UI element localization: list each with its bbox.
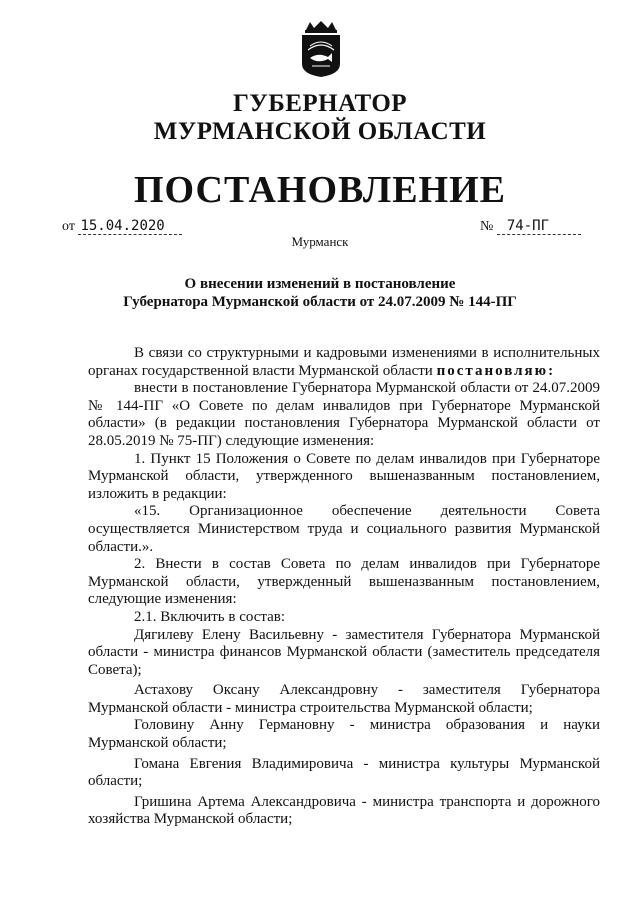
paragraph-item-1: 1. Пункт 15 Положения о Совете по делам инвалидов при Губернаторе Мурманской области, утвержденного вышеназванным постановлением, изложить в редакции: (88, 450, 600, 502)
document-body (88, 345, 600, 829)
paragraph-member-grishin: Гришина Артема Александровича - министра транспорта и дорожного хозяйства Мурманской области; (88, 793, 600, 828)
document-type-title: ПОСТАНОВЛЕНИЕ (133, 169, 507, 211)
header-governor: ГУБЕРНАТОР (232, 90, 408, 117)
paragraph-member-golovina: Головину Анну Германовну - министра образования и науки Мурманской области; (88, 717, 600, 752)
document-city: Мурманск (291, 234, 349, 249)
document-number-row (480, 218, 581, 235)
paragraph-member-goman: Гомана Евгения Владимировича - министра культуры Мурманской области; (88, 755, 600, 790)
paragraph-member-dyagileva: Дягилеву Елену Васильевну - заместителя Губернатора Мурманской области - министра финансов Мурманской области (заместитель председателя Совета); (88, 626, 600, 678)
subject-line-2: Губернатора Мурманской области от 24.07.2009 № 144-ПГ (123, 294, 517, 310)
document-date-row (62, 218, 182, 235)
header-region: МУРМАНСКОЙ ОБЛАСТИ (153, 118, 487, 145)
paragraph-item-15: «15. Организационное обеспечение деятельности Совета осуществляется Министерством труда и социального развития Мурманской области.». (88, 503, 600, 555)
subject-line-1: О внесении изменений в постановление (184, 276, 456, 292)
paragraph-amend-intro: внести в постановление Губернатора Мурманской области от 24.07.2009 № 144-ПГ «О Совете по делам инвалидов при Губернаторе Мурманской области» (в редакции постановления Губернатора Мурманской области от 28.05.2019 № 75-ПГ) следующие изменения: (88, 380, 600, 449)
coat-of-arms-icon (298, 20, 344, 78)
paragraph-item-2: 2. Внести в состав Совета по делам инвалидов при Губернаторе Мурманской области, утвержденный вышеназванным постановлением, следующие изменения: (88, 556, 600, 608)
paragraph-item-2-1: 2.1. Включить в состав: (134, 608, 286, 625)
document-date: 15.04.2020 (78, 218, 182, 235)
paragraph-member-astakhova: Астахову Оксану Александровну - заместителя Губернатора Мурманской области - министра строительства Мурманской области; (88, 682, 600, 716)
number-prefix: № (480, 219, 494, 234)
date-prefix: от (62, 219, 75, 234)
resolve-word: постановляю: (436, 362, 556, 379)
preamble-text: В связи со структурными и кадровыми изменениями в исполнительных органах государственной власти Мурманской области (88, 345, 600, 379)
document-number: 74-ПГ (497, 218, 581, 235)
paragraph-preamble (88, 345, 600, 380)
